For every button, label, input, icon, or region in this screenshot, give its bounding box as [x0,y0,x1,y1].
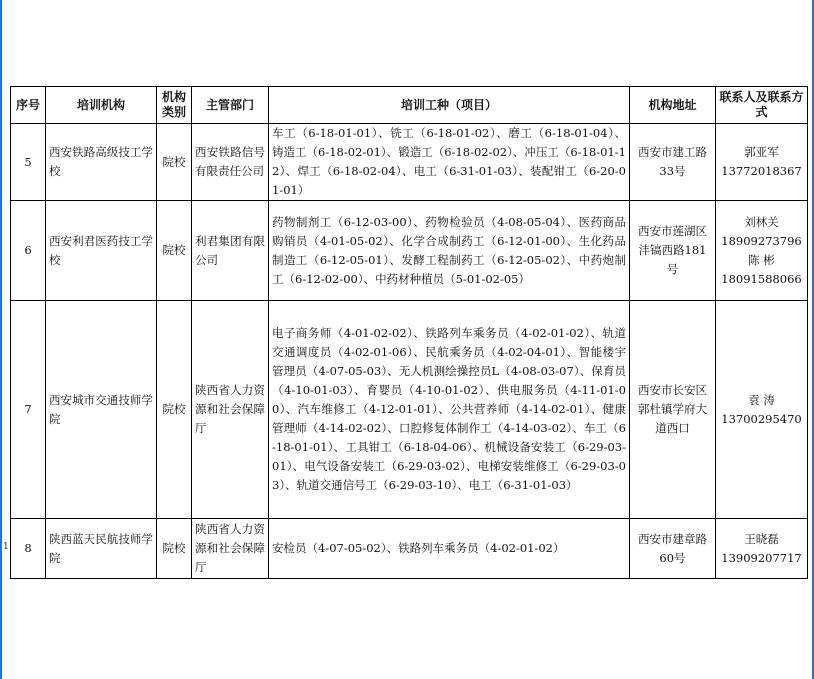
contact-name: 袁 涛 [748,392,775,407]
cell-address: 西安市建章路60号 [630,519,716,579]
contact-phone-2: 18091588066 [721,271,802,286]
header-contact: 联系人及联系方式 [716,87,808,124]
cell-category: 院校 [157,201,192,301]
cell-address: 西安市长安区郭杜镇学府大道西口 [630,301,716,519]
cell-contact [716,301,808,519]
margin-mark: 1 [3,542,9,552]
header-address: 机构地址 [630,87,716,124]
contact-phone: 13909207717 [721,550,802,565]
table-row [11,201,808,301]
cell-trades: 电子商务师（4-01-02-02）、铁路列车乘务员（4-02-01-02）、轨道交通调度员（4-02-01-06）、民航乘务员（4-02-04-01）、智能楼宇管理员（4-07-05-03）、无人机测绘操控员L（4-08-03-07）、保育员（4-10-01-03）、育婴员（4-10-01-02）、供电服务员（4-11-01-00）、汽车维修工（4-12-01-01）、公共营养师（4-14-02-01）、健康管理师（4-14-02-02）、口腔修复体制作工（4-14-03-02）、车工（6-18-01-01）、工具钳工（6-18-04-06）、机械设备安装工（6-29-03-01）、电气设备安装工（6-29-03-02）、电梯安装维修工（6-29-03-03）、轨道交通信号工（6-29-03-10）、电工（6-31-01-03） [269,301,630,519]
contact-name: 郭亚军 [744,145,779,159]
cell-category: 院校 [157,301,192,519]
header-trades: 培训工种（项目） [269,87,630,124]
cell-institution: 西安铁路高级技工学校 [46,124,157,201]
table-header-row [11,87,808,124]
cell-trades: 安检员（4-07-05-02）、铁路列车乘务员（4-02-01-02） [269,519,630,579]
cell-institution: 陕西蓝天民航技师学院 [46,519,157,579]
header-institution: 培训机构 [46,87,157,124]
contact-phone: 13700295470 [721,411,802,426]
contact-name: 刘林关 [744,214,779,229]
cell-address: 西安市建工路33号 [630,124,716,201]
cell-dept: 陕西省人力资源和社会保障厅 [192,301,269,519]
contact-name: 王晓磊 [744,531,779,546]
cell-seq: 5 [11,124,46,201]
page-edge-left [0,0,2,679]
header-dept: 主管部门 [192,87,269,124]
cell-institution: 西安城市交通技师学院 [46,301,157,519]
cell-address: 西安市莲湖区沣镐西路181号 [630,201,716,301]
cell-trades: 药物制剂工（6-12-03-00）、药物检验员（4-08-05-04）、医药商品购销员（4-01-05-02）、化学合成制药工（6-12-01-00）、生化药品制造工（6-12-05-01）、发酵工程制药工（6-12-05-02）、中药炮制工（6-12-02-00）、中药材种植员（5-01-02-05） [269,201,630,301]
cell-dept: 西安铁路信号有限责任公司 [192,124,269,201]
cell-dept: 利君集团有限公司 [192,201,269,301]
cell-trades: 车工（6-18-01-01）、铣工（6-18-01-02）、磨工（6-18-01-04）、铸造工（6-18-02-01）、锻造工（6-18-02-02）、冲压工（6-18-01-12）、焊工（6-18-02-04）、电工（6-31-01-03）、装配钳工（6-20-01-01） [269,124,630,201]
table-row [11,124,808,201]
contact-name-2: 陈 彬 [748,252,775,267]
cell-seq: 8 [11,519,46,579]
table-row [11,519,808,579]
header-category: 机构类别 [157,87,192,124]
contact-phone: 18909273796 [721,233,802,248]
cell-category: 院校 [157,124,192,201]
cell-contact [716,519,808,579]
cell-institution: 西安利君医药技工学校 [46,201,157,301]
training-institutions-table [10,86,808,579]
contact-phone: 13772018367 [721,164,802,178]
table-row [11,301,808,519]
cell-category: 院校 [157,519,192,579]
cell-seq: 6 [11,201,46,301]
cell-contact [716,124,808,201]
cell-dept: 陕西省人力资源和社会保障厅 [192,519,269,579]
header-seq: 序号 [11,87,46,124]
cell-seq: 7 [11,301,46,519]
cell-contact [716,201,808,301]
